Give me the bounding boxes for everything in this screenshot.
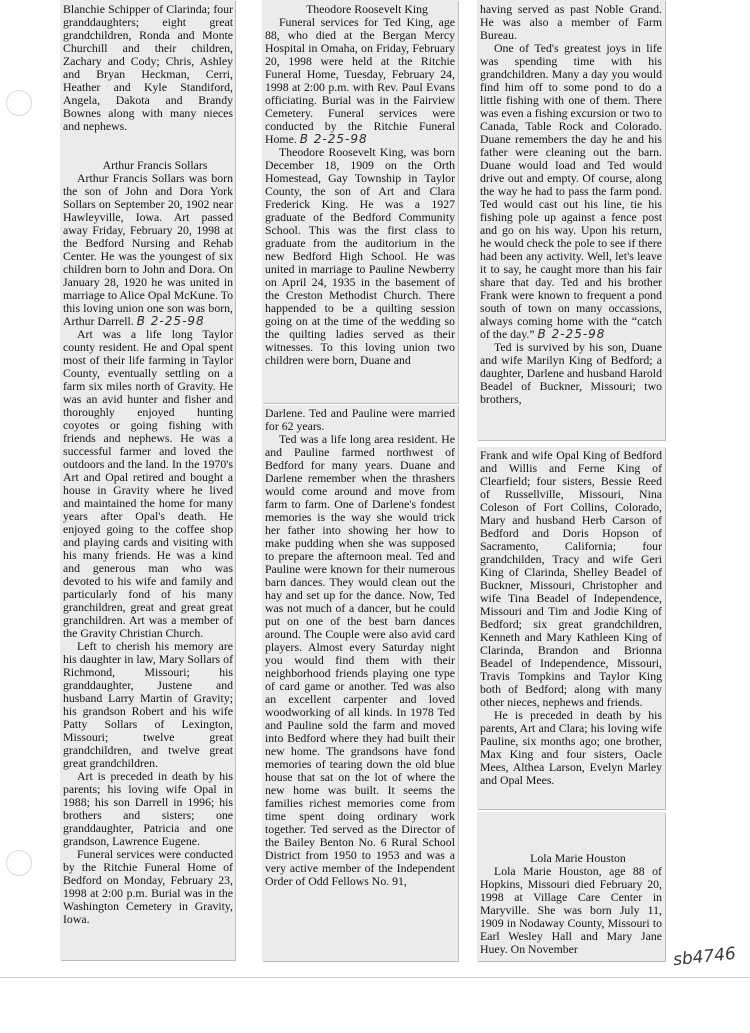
text-top-block: Blanchie Schipper of Clarinda; four granddaughters; eight great grandchildren, Ronda and Monte Churchill and their children, Zachary and Cody; Chris, Ashley and Bryan Heckman, Cerri, Heather and Kyle Standiford, Angela, Dakota and Brandy Bownes along with many nieces and nephews.	[63, 2, 233, 133]
text-sollars-p2: Art was a life long Taylor county resident. He and Opal spent most of their life farming in Taylor County, eventually settling on a farm six miles north of Gravity. He was an avid hunter and fisher and thoroughly enjoyed hunting coyotes or going fishing with friends and nephews. He was a successful farmer and loved the outdoors and the land. In the 1970's Art and Opal retired and bought a house in Gravity where he lived and maintained the home for many years after Opal's death. He enjoyed going to the coffee shop and playing cards and visiting with his many friends. He was a kind and generous man who was devoted to his wife and family and particularly fond of his many granchildren, great and great great granchildren. Art was a member of the Gravity Christian Church.	[63, 327, 233, 640]
handwritten-date: B 2-25-98	[136, 314, 205, 328]
text-king-p6: One of Ted's greatest joys in life was spending time with his grandchildren. Many a day you would find him off to some pond to do a little fishing with one of them. There was even a fishing excursion or two to Canada, Table Rock and Colorado. Duane remembers the day he and his father were cleaning out the barn. Duane would load and Ted would drive out and empty. Of course, along the way he had to pass the farm pond. Ted would cast out his line, tie his fishing pole up against a fence post and go on his way. Upon his return, he would check the pole to see if there had been any activity. Well, let's leave it to say, he caught more than his fair share that day. Ted and his brother Frank were known to frequent a pond south of town on many occassions, always coming home with the “catch of the day.” B 2-25-98	[480, 41, 662, 341]
text-king-p8: Frank and wife Opal King of Bedford and Willis and Ferne King of Clearfield; four sisters, Bessie Reed of Russellville, Missouri, Nina Coleson of Fort Collins, Colorado, Mary and husband Herb Carson of Bedford and Doris Hopson of Sacramento, California; four grandchilden, Tracy and wife Geri King of Clarinda, Shelley Beadel of Buckner, Missouri, Christopher and wife Tina Beadel of Independence, Missouri and Tim and Jodie King of Bedford; six great grandchildren, Kenneth and Mary Kathleen King of Clarinda, Brandon and Brionna Beadel of Independence, Missouri, Travis Tompkins and Taylor King both of Bedford; along with many other nieces, nephews and friends.	[480, 448, 662, 709]
clipping-king-continued	[477, 0, 665, 440]
clipping-king-upper	[262, 0, 458, 403]
clipping-houston	[477, 812, 665, 961]
heading-sollars: Arthur Francis Sollars	[102, 158, 208, 172]
binder-hole-bottom	[6, 850, 32, 876]
text-king-p2: Theodore Roosevelt King, was born December 18, 1909 on the Orth Homestead, Gay Township in Taylor County, the son of Art and Clara Frederick King. He was a 1927 graduate of the Bedford Community School. This was the first class to graduate from the auditorium in the new Bedford High School. He was united in marriage to Pauline Newberry on April 24, 1935 in the basement of the Creston Methodist Church. There happended to be a quilting session going on at the time of the wedding so the quilting ladies served as their witnesses. To this loving union two children were born, Duane and	[265, 145, 455, 367]
text-sollars-p5: Funeral services were conducted by the Ritchie Funeral Home of Bedford on Monday, February 23, 1998 at 2:00 p.m. Burial was in the Washington Cemetery in Gravity, Iowa.	[63, 847, 233, 926]
clipping-sollars	[60, 0, 235, 960]
text-king-p9: He is preceded in death by his parents, Art and Clara; his loving wife Pauline, six months ago; one brother, Max King and four sisters, Oacle Mees, Althea Larson, Evelyn Marley and Opal Mees.	[480, 708, 662, 787]
text-sollars-p4: Art is preceded in death by his parents; his loving wife Opal in 1988; his son Darrell in 1996; his brothers and sisters; one granddaughter, Patricia and one grandson, Lawrence Eugene.	[63, 769, 233, 848]
text-sollars-p1: Arthur Francis Sollars was born the son of John and Dora York Sollars on September 20, 1902 near Hawleyville, Iowa. Art passed away Friday, February 20, 1998 at the Bedford Nursing and Rehab Center. He was the youngest of six children born to John and Dora. On January 28, 1920 he was united in marriage to Alice Opal McKune. To this loving union one son was born, Arthur Darrell. B 2-25-98	[63, 171, 233, 328]
clipping-king-lower	[262, 405, 458, 961]
catalog-number: sb4746	[672, 943, 737, 971]
binder-hole-top	[6, 90, 32, 116]
text-king-p7: Ted is survived by his son, Duane and wife Marilyn King of Bedford; a daughter, Darlene and husband Harold Beadel of Buckner, Missouri; two brothers,	[480, 340, 662, 406]
text-houston-p1: Lola Marie Houston, age 88 of Hopkins, Missouri died February 20, 1998 at Village Care Center in Maryville. She was born July 11, 1909 in Nodaway County, Missouri to Earl Wesley Hall and Mary Jane Huey. On November	[480, 864, 662, 956]
text-sollars-p3: Left to cherish his memory are his daughter in law, Mary Sollars of Richmond, Missouri; his granddaughter, Justene and husband Larry Martin of Gravity; his grandson Robert and his wife Patty Sollars of Lexington, Missouri; twelve great grandchildren, and twelve great great grandchildren.	[63, 639, 233, 770]
text-king-p4: Ted was a life long area resident. He and Pauline farmed northwest of Bedford for many years. Duane and Darlene remember when the thrashers would come around and move from farm to farm. One of Darlene's fondest memories is the way she would trick her father into showing her how to make pudding when she was supposed to prepare the afternoon meal. Ted and Pauline were known for their numerous barn dances. They would clean out the hay and set up for the dance. Now, Ted was not much of a dancer, but he could put on one of the best barn dances around. The Couple were also avid card players. Almost every Saturday night you would find them with their neighborhood friends playing one type of card game or another. Ted was also an excellent carpenter and loved woodworking of all kinds. In 1978 Ted and Pauline sold the farm and moved into Bedford where they had built their new home. The grandsons have fond memories of tearing down the old blue house that sat on the lot of where the new home was built. It seems the families richest memories come from time spent doing ordinary work together. Ted served as the Director of the Bailey Benton No. 6 Rural School District from 1950 to 1953 and was a very active member of the Independent Order of Odd Fellows No. 91,	[265, 432, 455, 888]
handwritten-date: B 2-25-98	[537, 327, 606, 341]
text-king-p5: having served as past Noble Grand. He was also a member of Farm Bureau.	[480, 2, 662, 42]
page-edge-line	[0, 977, 750, 978]
heading-houston: Lola Marie Houston	[530, 851, 626, 865]
text-king-p3: Darlene. Ted and Pauline were married for 62 years.	[265, 406, 455, 433]
handwritten-date: B 2-25-98	[299, 132, 368, 146]
text-king-p1: Funeral services for Ted King, age 88, who died at the Bergan Mercy Hospital in Omaha, on Friday, February 20, 1998 were held at the Ritchie Funeral Home, Tuesday, February 24, 1998 at 2:00 p.m. with Rev. Paul Evans officiating. Burial was in the Fairview Cemetery. Funeral services were conducted by the Ritchie Funeral Home. B 2-25-98	[265, 15, 455, 146]
clipping-king-survivors	[477, 447, 665, 809]
heading-king: Theodore Roosevelt King	[306, 2, 428, 16]
